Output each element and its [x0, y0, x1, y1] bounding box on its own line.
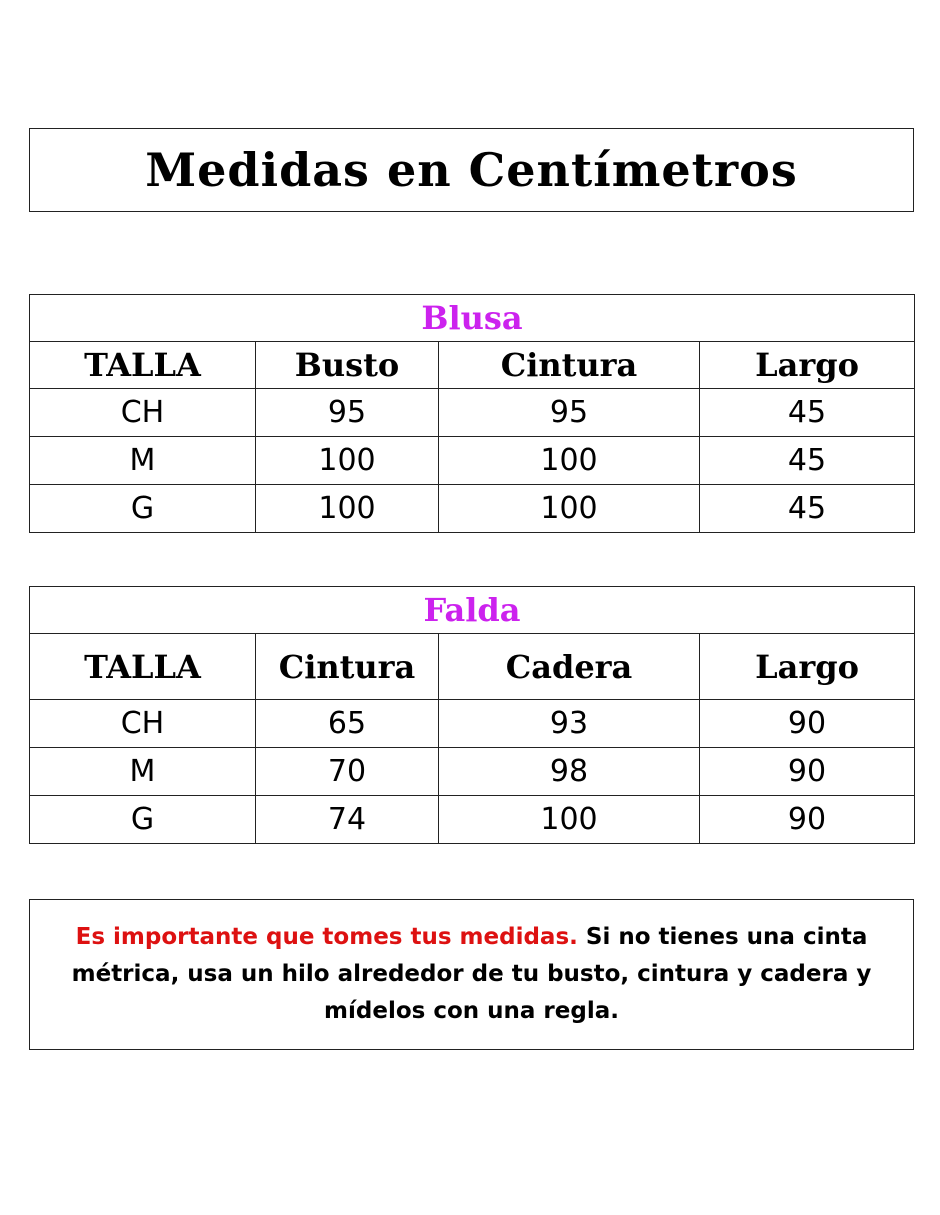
cell-largo: 90	[700, 700, 915, 748]
cell-busto: 100	[256, 437, 439, 485]
cell-cadera: 93	[439, 700, 700, 748]
cell-cadera: 100	[439, 796, 700, 844]
cell-largo: 45	[700, 389, 915, 437]
cell-cintura: 95	[439, 389, 700, 437]
note-highlight: Es importante que tomes tus medidas.	[75, 924, 578, 950]
page-title: Medidas en Centímetros	[145, 143, 798, 197]
cell-cintura: 74	[256, 796, 439, 844]
measurement-note	[54, 919, 889, 1030]
cell-busto: 95	[256, 389, 439, 437]
header-talla: TALLA	[30, 342, 256, 389]
header-cadera: Cadera	[439, 634, 700, 700]
table-row	[30, 796, 915, 844]
table-row	[30, 485, 915, 533]
cell-largo: 90	[700, 748, 915, 796]
falda-size-table	[29, 586, 915, 844]
cell-largo: 45	[700, 437, 915, 485]
header-busto: Busto	[256, 342, 439, 389]
cell-cintura: 100	[439, 485, 700, 533]
header-talla: TALLA	[30, 634, 256, 700]
cell-talla: CH	[30, 389, 256, 437]
cell-cintura: 70	[256, 748, 439, 796]
cell-talla: M	[30, 748, 256, 796]
cell-cintura: 65	[256, 700, 439, 748]
title-box	[29, 128, 914, 212]
header-cintura: Cintura	[256, 634, 439, 700]
cell-cintura: 100	[439, 437, 700, 485]
falda-caption: Falda	[30, 587, 915, 634]
header-largo: Largo	[700, 342, 915, 389]
note-box	[29, 899, 914, 1050]
cell-talla: G	[30, 796, 256, 844]
cell-largo: 45	[700, 485, 915, 533]
blusa-size-table	[29, 294, 915, 533]
note-text: Si no tienes una cinta métrica, usa un hilo alrededor de tu busto, cintura y cadera y mídelos con una regla.	[71, 924, 872, 1024]
header-cintura: Cintura	[439, 342, 700, 389]
header-largo: Largo	[700, 634, 915, 700]
cell-talla: CH	[30, 700, 256, 748]
cell-talla: M	[30, 437, 256, 485]
table-row	[30, 700, 915, 748]
cell-largo: 90	[700, 796, 915, 844]
table-row	[30, 389, 915, 437]
cell-talla: G	[30, 485, 256, 533]
cell-busto: 100	[256, 485, 439, 533]
table-row	[30, 437, 915, 485]
blusa-caption: Blusa	[30, 295, 915, 342]
table-row	[30, 748, 915, 796]
cell-cadera: 98	[439, 748, 700, 796]
